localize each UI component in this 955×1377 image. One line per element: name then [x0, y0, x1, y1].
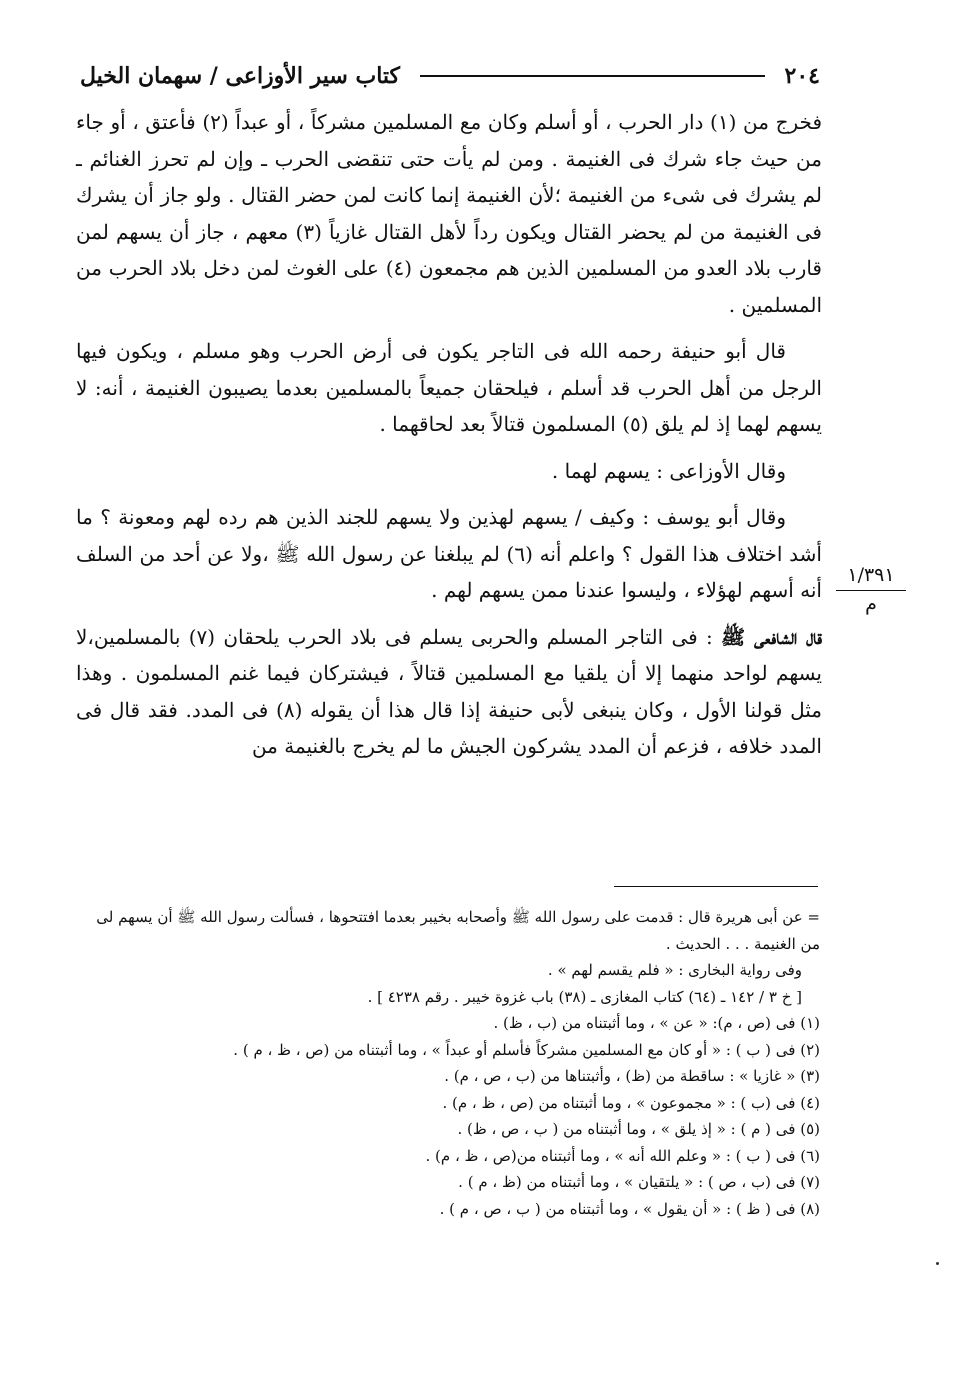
header-rule — [420, 75, 765, 77]
footnote-6: (٦) فى ( ب ) : « وعلم الله أنه » ، وما أثبتناه من(ص ، ظ ، م) . — [425, 1146, 820, 1165]
margin-reference-manuscript: م — [865, 593, 877, 615]
paragraph-abu-yusuf: وقال أبو يوسف : وكيف / يسهم لهذين ولا يسهم للجند الذين هم رده لهم ومعونة ؟ ما أشد اختلاف هذا القول ؟ واعلم أنه (٦) لم يبلغنا عن رسول الله ﷺ ،ولا عن أحد من السلف أنه أسهم لهؤلاء ، وليسوا عندنا ممن يسهم لهم . — [76, 505, 822, 602]
page-header — [80, 58, 820, 94]
paragraph-1: فخرج من (١) دار الحرب ، أو أسلم وكان مع المسلمين مشركاً ، أو عبداً (٢) فأعتق ، أو جاء من حيث جاء شرك فى الغنيمة . ومن لم يأت حتى تنقضى الحرب ـ وإن لم تحرز الغنائم ـ لم يشرك فى شىء من الغنيمة ؛لأن الغنيمة إنما كانت لمن حضر القتال . ولو جاز أن يشرك فى الغنيمة من لم يحضر القتال ويكون رداً لأهل القتال غازياً (٣) معهم ، جاز أن يسهم لمن قارب بلاد العدو من المسلمين الذين هم مجمعون (٤) على الغوث لمن دخل بلاد الحرب من المسلمين . — [76, 110, 823, 317]
footnote-rule — [614, 886, 818, 887]
paragraph-awzai: وقال الأوزاعى : يسهم لهما . — [551, 458, 786, 483]
footnotes — [80, 904, 820, 1222]
margin-reference-page: ١/٣٩١ — [836, 562, 906, 591]
running-title: كتاب سير الأوزاعى / سهمان الخيل — [80, 63, 401, 89]
footnote-1: (١) فى (ص ، م): « عن » ، وما أثبتناه من (ب ، ظ) . — [493, 1014, 820, 1032]
shafii-lead: قال الشافعى ﷺ — [720, 624, 822, 649]
footnote-5: (٥) فى ( م ) : « إذ يلق » ، وما أثبتناه من ( ب ، ص ، ظ) . — [457, 1120, 820, 1138]
footnote-8: (٨) فى ( ظ ) : « أن يقول » ، وما أثبتناه من ( ب ، ص ، م ) . — [439, 1199, 820, 1218]
footnote-reference: [ خ ٣ / ١٤٢ ـ (٦٤) كتاب المغازى ـ (٣٨) باب غزوة خيبر . رقم ٤٢٣٨ ] . — [367, 987, 802, 1006]
paragraph-abu-hanifa: قال أبو حنيفة رحمه الله فى التاجر يكون فى أرض الحرب وهو مسلم ، ويكون فيها الرجل من أهل الحرب قد أسلم ، فيلحقان جميعاً بالمسلمين بعدما يصيبون الغنيمة ، أنه: لا يسهم لهما إذ لم يلق (٥) المسلمون قتالاً بعد لحاقهما . — [76, 339, 822, 436]
paragraph-shafii — [76, 619, 822, 765]
shafii-text: : فى التاجر المسلم والحربى يسلم فى بلاد الحرب يلحقان (٧) بالمسلمين،لا يسهم لواحد منهما إلا أن يلقيا مع المسلمين قتالاً ، فيشتركان فيما غنم المسلمون . وهذا مثل قولنا الأول ، وكان ينبغى لأبى حنيفة إذا قال هذا أن يقوله (٨) فى المدد. فقد قال فى المدد خلافه ، فزعم أن المدد يشركون الجيش ما لم يخرج بالغنيمة من — [76, 624, 823, 758]
footnote-bukhari: وفى رواية البخارى : « فلم يقسم لهم » . — [547, 961, 802, 979]
footnote-continuation: = عن أبى هريرة قال : قدمت على رسول الله ﷺ وأصحابه بخيبر بعدما افتتحوها ، فسألت رسول الله ﷺ أن يسهم لى من الغنيمة . . . الحديث . — [96, 908, 820, 953]
footnote-3: (٣) « غازيا » : ساقطة من (ظ) ، وأثبتناها من (ب ، ص ، م) . — [444, 1067, 820, 1085]
footnote-7: (٧) فى (ب ، ص ) : « يلتقيان » ، وما أثبتناه من (ظ ، م ) . — [458, 1173, 820, 1191]
scan-speck — [936, 1262, 939, 1265]
footnote-4: (٤) فى (ب ) : « مجموعون » ، وما أثبتناه من (ص ، ظ ، م) . — [442, 1093, 820, 1112]
main-text — [76, 104, 822, 775]
margin-reference — [836, 562, 906, 617]
page-number: ٢٠٤ — [784, 63, 820, 89]
footnote-2: (٢) فى ( ب ) : « أو كان مع المسلمين مشركاً فأسلم أو عبداً » ، وما أثبتناه من (ص ، ظ ، م ) . — [233, 1040, 820, 1059]
